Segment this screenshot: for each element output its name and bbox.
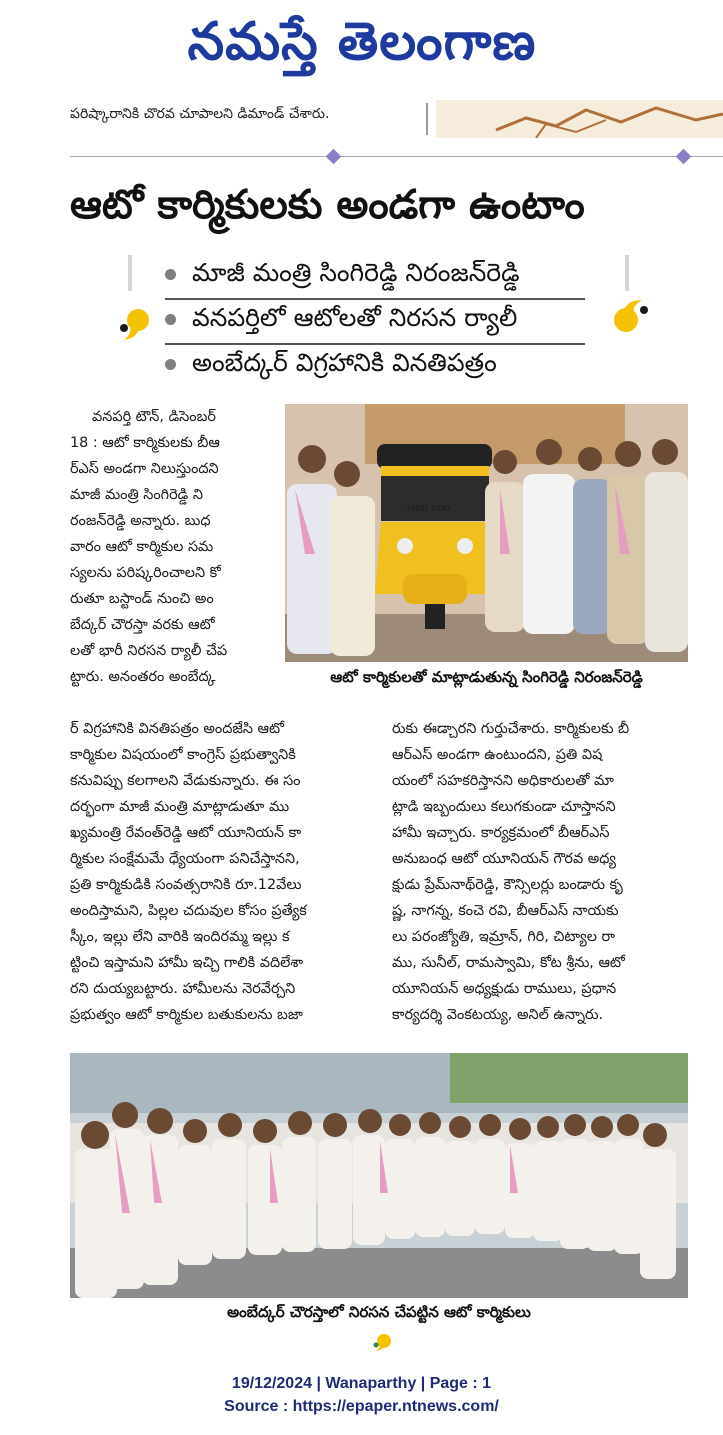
subhead-bracket-right [625,255,629,291]
bullet-icon [165,314,176,325]
text-line: ప్రభుత్వం ఆటో కార్మికుల బతుకులను బజా [70,1007,303,1023]
newspaper-logo: నమస్తే తెలంగాణ [187,12,537,72]
photo1-caption: ఆటో కార్మికులతో మాట్లాడుతున్న సింగిరెడ్డి నిరంజన్‌రెడ్డి [285,664,688,692]
text-line: క్షుడు ప్రేమ్‌నాథ్‌రెడ్డి, కౌన్సిలర్లు బండారు కృ [392,877,623,893]
masthead [0,0,723,82]
text-line: ఆర్ఎస్ అండగా ఉంటుందని, ప్రతి విష [392,747,603,763]
auto-label: MINI TAXI [407,504,451,513]
subhead-2: వనపర్తిలో ఆటోలతో నిరసన ర్యాలీ [165,303,517,339]
text-line: అనుబంధ ఆటో యూనియన్ గౌరవ అధ్య [392,851,616,867]
text-line: ము, సునీల్, రామస్వామి, కోట శ్రీను, ఆటో [392,955,625,971]
text-line: వనపర్తి టౌన్, డిసెంబర్ [92,409,216,425]
text-line: ర్ఎస్ అండగా నిలుస్తుందని [70,461,219,477]
rule-diamond-left [326,149,342,165]
footer-date-edition: 19/12/2024 | Wanaparthy | Page : 1 [231,1375,492,1392]
subhead-separator [165,343,585,345]
rule-diamond-right [676,149,692,165]
close-quote-icon [610,298,650,338]
footer-source: Source : https://epaper.ntnews.com/ [224,1398,499,1415]
bullet-icon [165,359,176,370]
text-line: ర్మికుల సంక్షేమమే ధ్యేయంగా పనిచేస్తానని, [70,851,300,867]
subhead-bracket-left [128,255,132,291]
text-line: దర్భంగా మాజీ మంత్రి మాట్లాడుతూ ము [70,799,290,815]
text-line: ట్టించి ఇస్తామని హామీ ఇచ్చి గాలికి వదిలేశా [70,955,304,971]
text-line: లు పరంజ్యోతి, ఇమ్రాన్, గిరి, చిట్యాల రా [392,929,615,945]
article-column-1-top [70,404,275,690]
previous-article-image [436,100,723,138]
photo-auto-rickshaw-group [285,404,688,662]
text-line: స్కీం, ఇల్లు లేని వారికి ఇందిరమ్మ ఇల్లు క [70,929,290,945]
text-line: 18 : ఆటో కార్మికులకు బీఆ [70,435,220,451]
text-line: అందిస్తామని, పిల్లల చదువుల కోసం ప్రత్యేక [70,903,307,919]
text-line: రుతూ బస్టాండ్ నుంచి అం [70,591,214,607]
text-line: హామీ ఇచ్చారు. కార్యక్రమంలో బీఆర్ఎస్ [392,825,610,841]
text-line: లతో భారీ నిరసన ర్యాలీ చేప [70,643,228,659]
text-line: కార్యదర్శి వెంకటయ్య, అనిల్ ఉన్నారు. [392,1007,604,1023]
text-line: యూనియన్ అధ్యక్షుడు రాములు, ప్రధాన [392,981,617,997]
text-line: ట్లాడి ఇబ్బందులు కలుగకుండా చూస్తానని [392,799,616,815]
text-line: ఖ్యమంత్రి రేవంత్‌రెడ్డి ఆటో యూనియన్ కా [70,825,302,841]
text-line: బేద్కర్ చౌరస్తా వరకు ఆటో [70,617,215,633]
subhead-3: అంబేద్కర్ విగ్రహానికి వినతిపత్రం [165,348,497,384]
column-divider [426,103,428,135]
bullet-icon [165,269,176,280]
text-line: మాజీ మంత్రి సింగిరెడ్డి ని [70,487,203,503]
previous-article-tail: పరిష్కారానికి చొరవ చూపాలని డిమాండ్ చేశారు. [70,106,330,122]
text-line: ష్ణ, నాగన్న, కంచె రవి, బీఆర్ఎస్ నాయకు [392,903,619,919]
article-photo-auto-rally [285,404,688,662]
article-headline: ఆటో కార్మికులకు అండగా ఉంటాం [70,182,585,228]
photo2-caption: అంబేద్కర్ చౌరస్తాలో నిరసన చేపట్టిన ఆటో కార్మికులు [227,1303,531,1321]
text-line: కార్మికుల విషయంలో కాంగ్రెస్ ప్రభుత్వానికి [70,747,296,763]
subhead-separator [165,298,585,300]
photo-protest-crowd [70,1053,688,1298]
open-quote-icon [118,306,150,342]
text-line: ర్ విగ్రహానికి వినతిపత్రం అందజేసి ఆటో [70,721,284,737]
article-column-1-bottom [70,716,370,1028]
text-line: రంజన్‌రెడ్డి అన్నారు. బుధ [70,513,211,529]
text-line: ట్టారు. అనంతరం అంబేద్క [70,669,216,685]
map-fragment-icon [436,100,723,138]
text-line: రని దుయ్యబట్టారు. హామీలను నెరవేర్చని [70,981,296,997]
text-line: యంలో సహకరిస్తానని అధికారులతో మా [392,773,614,789]
article-photo-protest-group [70,1053,688,1298]
article-column-2 [392,716,692,1028]
text-line: వారం ఆటో కార్మికుల సమ [70,539,214,555]
section-rule [70,156,723,157]
subhead-1: మాజీ మంత్రి సింగిరెడ్డి నిరంజన్‌రెడ్డి [165,258,520,294]
text-line: కనువిప్పు కలగాలని వేడుకున్నారు. ఈ సం [70,773,301,789]
text-line: రుకు ఈడ్చారని గుర్తుచేశారు. కార్మికులకు బీ [392,721,630,737]
text-line: ప్రతి కార్మికుడికి సంవత్సరానికి రూ.12వేలు [70,877,302,893]
end-quote-icon [372,1332,392,1352]
text-line: స్యలను పరిష్కరించాలని కో [70,565,221,581]
